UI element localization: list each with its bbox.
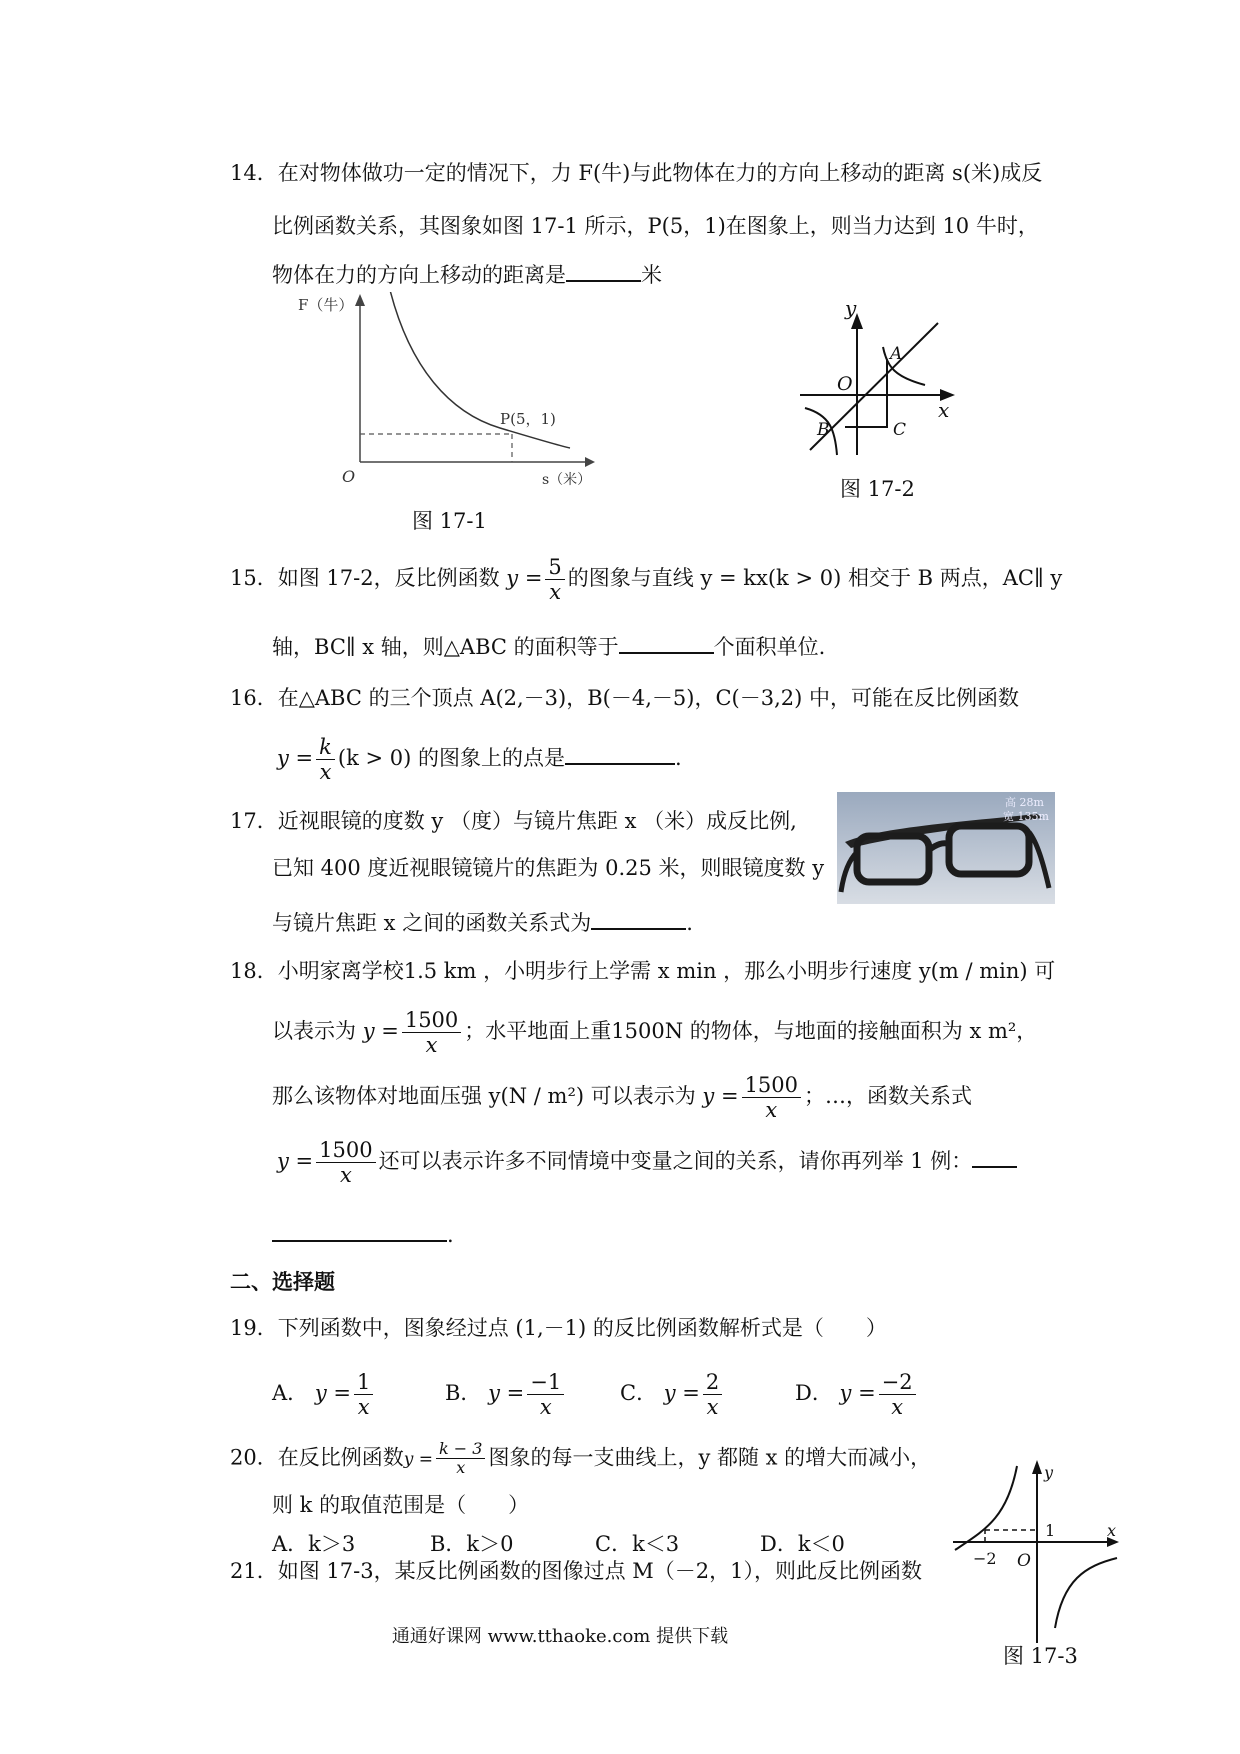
y-axis-label: F（牛）: [298, 296, 354, 314]
point-c-label: C: [893, 420, 907, 440]
fraction: $\frac{1500}{x}$: [316, 1138, 375, 1187]
fraction: $\frac{1500}{x}$: [742, 1073, 801, 1122]
q20-option-c[interactable]: C．k＜3: [595, 1532, 680, 1556]
answer-blank[interactable]: [619, 630, 714, 654]
q20-line2: 则 k 的取值范围是（ ）: [272, 1493, 530, 1517]
q14-line2: 比例函数关系，其图象如图 17-1 所示，P(5，1)在图象上，则当力达到 10 牛时，: [272, 214, 1039, 238]
q18-line3: 那么该物体对地面压强 y(N / m²) 可以表示为 y = $\frac{1500}{x}$ ；…，函数关系式: [272, 1073, 973, 1123]
answer-blank[interactable]: [591, 906, 686, 930]
photo-label-height: 高 28m: [1005, 796, 1044, 809]
q20-option-d[interactable]: D．k＜0: [760, 1532, 845, 1556]
origin-label: O: [1017, 1551, 1031, 1571]
q17-line1: 17．近视眼镜的度数 y （度）与镜片焦距 x （米）成反比例,: [230, 809, 797, 833]
origin-label: O: [342, 467, 356, 486]
q18-line1: 18．小明家离学校1.5 km ，小明步行上学需 x min ，那么小明步行速度 y(m / min) 可: [230, 959, 1056, 983]
fraction: $\frac{k - 3}{x}$: [436, 1440, 485, 1478]
q19-option-a[interactable]: A． y = $\frac{1}{x}$: [272, 1370, 376, 1419]
q20-option-b[interactable]: B．k＞0: [430, 1532, 514, 1556]
figure-17-2-caption: 图 17-2: [840, 477, 915, 501]
tick-minus-2: −2: [973, 1549, 997, 1568]
fraction: $\frac{5}{x}$: [545, 555, 564, 604]
q15-line1: 15．如图 17-2，反比例函数 y = $\frac{5}{x}$ 的图象与直线 y = kx(k > 0) 相交于 B 两点，AC∥ y: [230, 555, 1063, 605]
section-title: 二、选择题: [230, 1269, 335, 1294]
q15-line2: 轴，BC∥ x 轴，则△ABC 的面积等于 个面积单位.: [272, 630, 825, 661]
q14-line3: 物体在力的方向上移动的距离是 米: [272, 258, 662, 289]
tick-1: 1: [1045, 1521, 1056, 1540]
fraction: $\frac{k}{x}$: [316, 735, 335, 784]
q17-line2: 已知 400 度近视眼镜镜片的焦距为 0.25 米，则眼镜度数 y: [272, 856, 825, 880]
q19-option-b[interactable]: B． y = $\frac{-1}{x}$: [445, 1370, 567, 1419]
q18-line4: y = $\frac{1500}{x}$ 还可以表示许多不同情境中变量之间的关系，请你再列举 1 例：: [277, 1138, 1017, 1187]
answer-blank[interactable]: [566, 258, 641, 282]
figure-17-3-caption: 图 17-3: [1003, 1644, 1078, 1668]
glasses-photo: [837, 792, 1055, 904]
q16-line1: 16．在△ABC 的三个顶点 A(2,－3)，B(－4,－5)，C(－3,2) 中，可能在反比例函数: [230, 686, 1019, 710]
y-label: y: [845, 305, 857, 320]
q16-line2: y = $\frac{k}{x}$ (k > 0) 的图象上的点是 .: [277, 735, 682, 785]
footer: 通通好课网 www.tthaoke.com 提供下载: [391, 1626, 729, 1647]
point-label: P(5，1): [500, 410, 556, 428]
answer-blank[interactable]: [272, 1218, 447, 1242]
q20-line1: 20．在反比例函数y = $\frac{k - 3}{x}$ 图象的每一支曲线上，y 都随 x 的增大而减小，: [230, 1439, 932, 1478]
x-axis-label: s（米）: [542, 472, 592, 488]
point-b-label: B: [817, 420, 830, 440]
q19-option-c[interactable]: C． y = $\frac{2}{x}$: [620, 1370, 725, 1419]
q14-line1: 14．在对物体做功一定的情况下，力 F(牛)与此物体在力的方向上移动的距离 s(米)成反: [230, 161, 1043, 185]
q20-option-a[interactable]: A．k＞3: [272, 1532, 356, 1556]
fraction: $\frac{1500}{x}$: [402, 1008, 461, 1057]
answer-blank[interactable]: [565, 741, 675, 765]
q18-line5: .: [272, 1218, 454, 1249]
figure-17-1-caption: 图 17-1: [412, 509, 487, 533]
answer-blank[interactable]: [972, 1144, 1017, 1168]
x-label: x: [1107, 1521, 1117, 1540]
y-label: y: [1044, 1463, 1054, 1482]
point-a-label: A: [890, 344, 903, 364]
q18-line2: 以表示为 y = $\frac{1500}{x}$ ；水平地面上重1500N 的物体，与地面的接触面积为 x m²，: [272, 1008, 1038, 1058]
photo-label-width: 宽 135m: [1003, 810, 1049, 823]
q17-line3: 与镜片焦距 x 之间的函数关系式为 .: [272, 906, 693, 937]
q19-option-d[interactable]: D． y = $\frac{-2}{x}$: [795, 1370, 919, 1419]
q21-line1: 21．如图 17-3，某反比例函数的图像过点 M（－2，1），则此反比例函数: [230, 1559, 922, 1583]
q19-stem: 19．下列函数中，图象经过点 (1,－1) 的反比例函数解析式是（ ）: [230, 1316, 887, 1340]
x-label: x: [938, 398, 950, 422]
origin-label: O: [837, 373, 853, 395]
figure-17-1: [290, 292, 600, 502]
figure-17-2: [795, 305, 965, 465]
